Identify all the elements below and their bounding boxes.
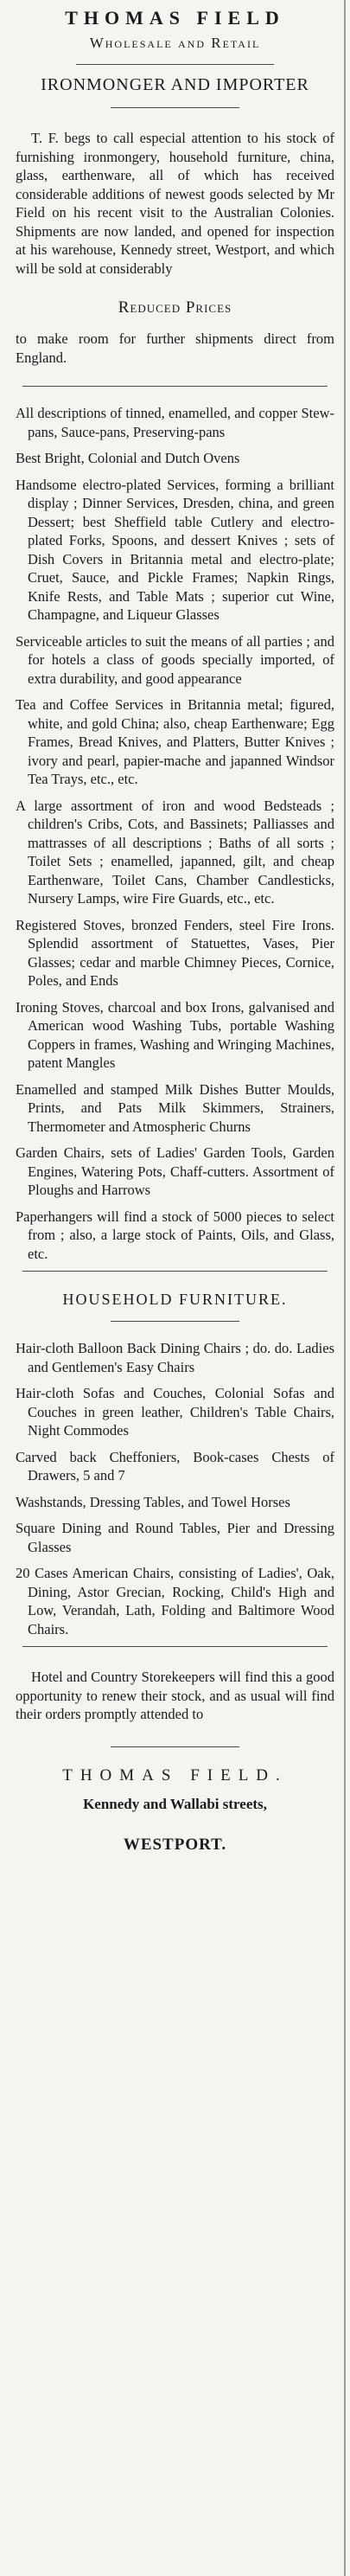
list-item: Washstands, Dressing Tables, and Towel Horses [16, 1493, 290, 1510]
divider-rule [111, 1746, 239, 1747]
list-item: Ironing Stoves, charcoal and box Irons, galvanised and American wood Washing Tubs, portable Washing Coppers in frames, Washing and Wringing Machines, patent Mangles [16, 998, 334, 1071]
list-item: Hair-cloth Sofas and Couches, Colonial Sofas and Couches in green leather, Children's Table Chairs, Night Commodes [16, 1385, 334, 1439]
list-item: Handsome electro-plated Services, forming a brilliant display ; Dinner Services, Dresden, china, and green Dessert; best Sheffield table Cutlery and electro-plated Forks, Spoons, and dessert Knives ; sets of Dish Covers in Britannia metal and electro-plate; Cruet, Sauce, and Pickle Frames; Napkin Rings, Knife Rests, and Table Mats ; superior cut Wine, Champagne, and Liqueur Glasses [16, 476, 334, 623]
signature-town: WESTPORT. [123, 1835, 227, 1854]
list-item: Best Bright, Colonial and Dutch Ovens [16, 450, 240, 466]
merchant-name: THOMAS FIELD [65, 7, 285, 29]
merchant-subtitle: Wholesale and Retail [89, 35, 261, 51]
divider-rule [111, 107, 239, 108]
list-item: Serviceable articles to suit the means of all parties ; and for hotels a class of goods specially imported, of extra durability, and good appearance [16, 632, 334, 687]
furniture-heading: HOUSEHOLD FURNITURE. [62, 1291, 288, 1308]
trade-title: IRONMONGER AND IMPORTER [41, 75, 309, 94]
column-edge-line [344, 0, 346, 2576]
list-item: 20 Cases American Chairs, consisting of Ladies', Oak, Dining, Astor Grecian, Rocking, Child's High and Low, Verandah, Lath, Folding and Baltimore Wood Chairs. [16, 1565, 334, 1637]
list-item: Enamelled and stamped Milk Dishes Butter Moulds, Prints, and Pats Milk Skimmers, Strainers, Thermometer and Atmospheric Churns [16, 1080, 334, 1135]
signature-address: Kennedy and Wallabi streets, [83, 1795, 267, 1812]
closing-paragraph: Hotel and Country Storekeepers will find this a good opportunity to renew their stock, and as usual will find their orders promptly attended to [16, 1669, 334, 1722]
goods-list [16, 404, 334, 1263]
list-item: Tea and Coffee Services in Britannia metal; figured, white, and gold China; also, cheap Earthenware; Egg Frames, Bread Knives, and Platters, Butter Knives ; ivory and pearl, papier-mache and japanned Windsor Tea Trays, etc., etc. [16, 696, 334, 787]
list-item: Registered Stoves, bronzed Fenders, steel Fire Irons. Splendid assortment of Statuettes, Vases, Pier Glasses; cedar and marble Chimney Pieces, Cornice, Poles, and Ends [16, 916, 334, 989]
list-item: Paperhangers will find a stock of 5000 pieces to select from ; also, a large stock of Paints, Oils, and Glass, etc. [16, 1208, 334, 1262]
list-item: Garden Chairs, sets of Ladies' Garden Tools, Garden Engines, Watering Pots, Chaff-cutters. Assortment of Ploughs and Harrows [16, 1144, 334, 1198]
reduced-prices-text: to make room for further shipments direct from England. [16, 330, 334, 366]
intro-paragraph: T. F. begs to call especial attention to his stock of furnishing ironmongery, household furniture, china, glass, earthenware, all of which has received considerable additions of newest goods selected by Mr Field on his recent visit to the Australian Colonies. Shipments are now landed, and opened for inspection at his warehouse, Kennedy street, Westport, and which will be sold at considerably [16, 130, 334, 277]
list-item: Square Dining and Round Tables, Pier and Dressing Glasses [16, 1520, 334, 1555]
divider-rule [22, 386, 328, 387]
list-item: Carved back Cheffoniers, Book-cases Chests of Drawers, 5 and 7 [16, 1448, 334, 1483]
divider-rule [111, 1321, 239, 1322]
divider-rule [22, 1271, 328, 1272]
divider-rule [22, 1646, 328, 1647]
divider-rule [76, 64, 274, 65]
signature-name: THOMAS FIELD. [62, 1765, 288, 1785]
furniture-list [16, 1339, 334, 1638]
list-item: A large assortment of iron and wood Bedsteads ; children's Cribs, Cots, and Bassinets; Palliasses and mattrasses of all descriptions ; Baths of all sorts ; Toilet Sets ; enamelled, japanned, gilt, and cheap Earthenware, Toilet Cans, Chamber Candlesticks, Nursery Lamps, wire Fire Guards, etc., etc. [16, 797, 334, 907]
list-item: Hair-cloth Balloon Back Dining Chairs ; do. do. Ladies and Gentlemen's Easy Chairs [16, 1340, 334, 1375]
list-item: All descriptions of tinned, enamelled, and copper Stew-pans, Sauce-pans, Preserving-pans [16, 405, 334, 440]
reduced-prices-heading: Reduced Prices [118, 298, 232, 317]
